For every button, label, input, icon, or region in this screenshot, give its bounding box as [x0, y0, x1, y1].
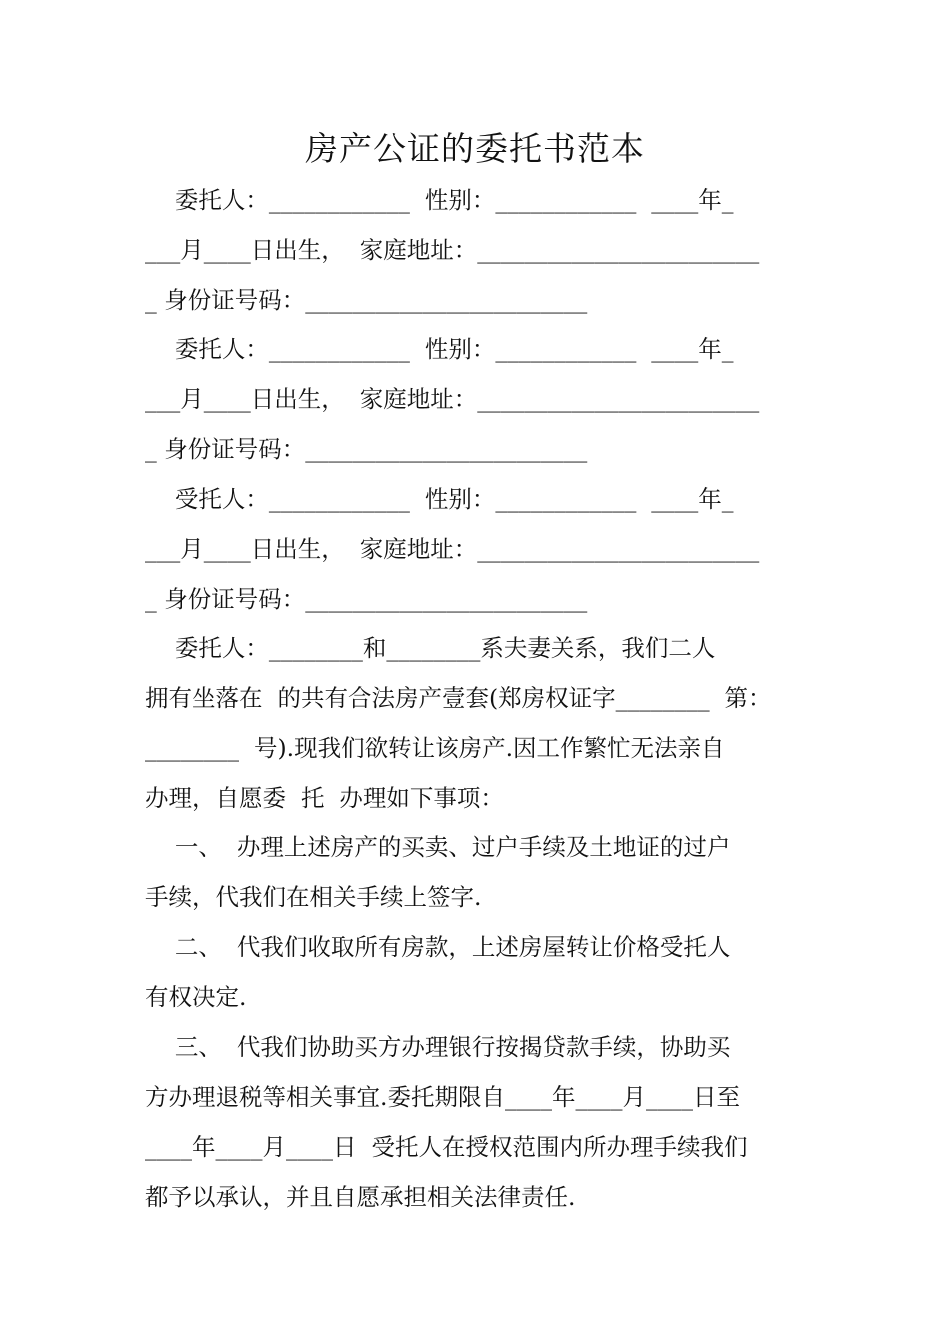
text-line: 委托人：____________ 性别：____________ ____年_ [145, 186, 734, 214]
text-line: ________ 号).现我们欲转让该房产.因工作繁忙无法亲自 [145, 734, 725, 762]
text-line: 受托人：____________ 性别：____________ ____年_ [145, 485, 734, 513]
text-line: 一、 办理上述房产的买卖、过户手续及土地证的过户 [145, 833, 731, 861]
text-line: 二、 代我们收取所有房款，上述房屋转让价格受托人 [145, 933, 731, 961]
text-line: 三、 代我们协助买方办理银行按揭贷款手续，协助买 [145, 1033, 731, 1061]
text-line: ___月____日出生， 家庭地址：________________________ [145, 535, 760, 563]
text-line: 委托人：________和________系夫妻关系，我们二人 [145, 634, 716, 662]
text-line: 都予以承认，并且自愿承担相关法律责任. [145, 1183, 576, 1211]
text-line: 有权决定. [145, 983, 247, 1011]
text-line: 委托人：____________ 性别：____________ ____年_ [145, 335, 734, 363]
text-line: ____年____月____日 受托人在授权范围内所办理手续我们 [145, 1133, 748, 1161]
text-line: ___月____日出生， 家庭地址：________________________ [145, 385, 760, 413]
text-line: 手续，代我们在相关手续上签字. [145, 883, 482, 911]
text-line: ___月____日出生， 家庭地址：________________________ [145, 236, 760, 264]
text-line: 拥有坐落在 的共有合法房产壹套(郑房权证字________ 第： [145, 684, 772, 712]
text-line: 办理，自愿委 托 办理如下事项： [145, 784, 504, 812]
text-line: _ 身份证号码：________________________ [145, 286, 588, 314]
text-line: _ 身份证号码：________________________ [145, 585, 588, 613]
text-line: 方办理退税等相关事宜.委托期限自____年____月____日至 [145, 1083, 740, 1111]
document-title: 房产公证的委托书范本 [305, 129, 645, 168]
text-line: _ 身份证号码：________________________ [145, 435, 588, 463]
